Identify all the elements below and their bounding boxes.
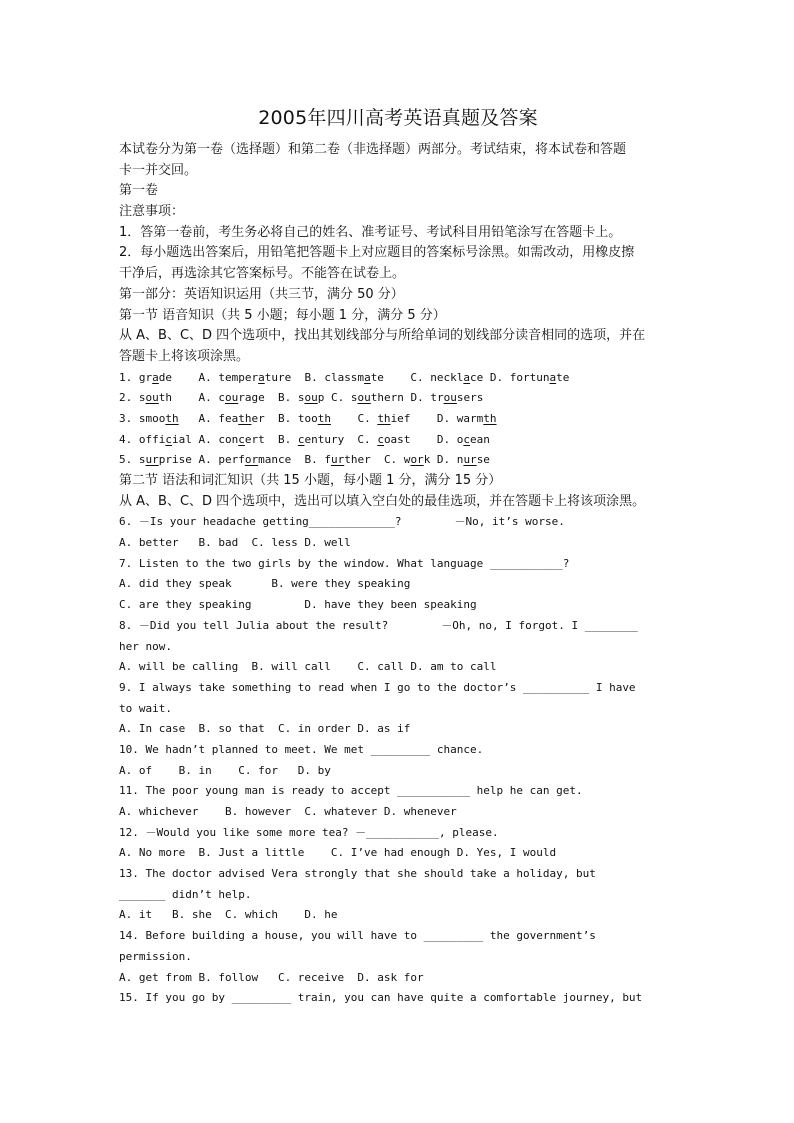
underlined-segment: c <box>463 432 471 446</box>
text-segment: 4. offi <box>119 432 166 446</box>
phonetics-question-line <box>119 409 677 430</box>
notice-item: 2．每小题选出答案后，用铅笔把答题卡上对应题目的答案标号涂黑。如需改动，用橡皮擦 <box>119 245 635 261</box>
text-segment: entury C. <box>304 432 378 446</box>
question-line: 12. －Would you like some more tea? －___________, please. <box>119 825 499 839</box>
question-line: 15. If you go by _________ train, you can have quite a comfortable journey, but <box>119 991 643 1005</box>
underlined-segment: c <box>377 432 384 446</box>
question-line: 14. Before building a house, you will have to _________ the government’s <box>119 929 596 943</box>
underlined-segment: a <box>549 370 557 384</box>
text-segment: C. <box>330 411 378 425</box>
text-segment: ther C. w <box>344 453 411 467</box>
underlined-segment: ou <box>443 391 457 405</box>
text-segment: thern D. tr <box>370 391 444 405</box>
question-line: A. No more B. Just a little C. I’ve had enough D. Yes, I would <box>119 846 557 860</box>
text-segment: te <box>556 370 570 384</box>
underlined-segment: ou <box>145 391 159 405</box>
underlined-segment: c <box>238 432 245 446</box>
phonetics-question-line <box>119 430 677 451</box>
notice-heading: 注意事项： <box>119 204 185 220</box>
underlined-segment: th <box>165 411 179 425</box>
part-heading: 第一部分：英语知识运用（共三节，满分 50 分） <box>119 286 404 302</box>
question-line: A. of B. in C. for D. by <box>119 763 331 777</box>
text-segment: ief D. warm <box>390 411 484 425</box>
phonetics-questions <box>119 368 677 471</box>
text-segment: se <box>476 453 490 467</box>
question-line: A. whichever B. however C. whatever D. whenever <box>119 805 457 818</box>
grammar-questions <box>119 512 677 1009</box>
section-heading: 第二节 语法和词汇知识（共 15 小题，每小题 1 分，满分 15 分） <box>119 473 502 488</box>
question-line: A. it B. she C. which D. he <box>119 908 338 922</box>
text-segment: oast D. o <box>383 432 464 446</box>
underlined-segment: ou <box>224 391 239 405</box>
underlined-segment: ou <box>304 391 318 405</box>
text-segment: 5. s <box>119 453 146 467</box>
text-segment: ture B. classm <box>264 370 365 384</box>
volume-heading: 第一卷 <box>119 183 159 199</box>
text-segment: er B. too <box>251 411 318 425</box>
section-instruction: 从 A、B、C、D 四个选项中，选出可以填入空白处的最佳选项，并在答题卡上将该项涂黑。 <box>119 493 646 509</box>
question-line: 10. We hadn’t planned to meet. We met _________ chance. <box>119 742 484 756</box>
question-line: 6. －Is your headache getting_____________? －No, it’s worse. <box>119 515 565 529</box>
text-segment: ert B. <box>244 432 298 446</box>
text-segment: ial A. con <box>171 432 239 446</box>
text-segment: gr <box>138 370 153 384</box>
underlined-segment: c <box>165 432 172 446</box>
text-segment: ean <box>470 432 490 446</box>
question-line: 13. The doctor advised Vera strongly that she should take a holiday, but <box>119 867 596 881</box>
text-segment: sers <box>456 391 484 405</box>
notice-item: 干净后，再选涂其它答案标号。不能答在试卷上。 <box>119 266 406 282</box>
text-segment: th A. c <box>158 391 225 405</box>
question-line: A. did they speak B. were they speaking <box>119 577 411 591</box>
section-heading: 第一节 语音知识（共 5 小题；每小题 1 分，满分 5 分） <box>119 307 446 323</box>
notice-item: 1．答第一卷前，考生务必将自己的姓名、准考证号、考试科目用铅笔涂写在答题卡上。 <box>119 224 622 240</box>
underlined-segment: ur <box>330 453 345 467</box>
text-segment: de A. temper <box>158 370 259 384</box>
page-title: 2005年四川高考英语真题及答案 <box>258 107 538 129</box>
document-body <box>119 140 677 1009</box>
section-instruction: 从 A、B、C、D 四个选项中，找出其划线部分与所给单词的划线部分读音相同的选项，并在 <box>119 328 646 344</box>
text-segment: 2. s <box>119 391 146 405</box>
text-segment: rage B. s <box>238 391 305 405</box>
question-line: A. In case B. so that C. in order D. as if <box>119 722 411 736</box>
phonetics-question-line <box>119 450 677 471</box>
underlined-segment: ur <box>463 453 477 467</box>
text-segment: p C. s <box>317 391 358 405</box>
question-line: _______ didn’t help. <box>119 887 252 901</box>
text-segment: 1. <box>119 370 139 384</box>
underlined-segment: or <box>244 453 259 467</box>
intro-line: 卡一并交回。 <box>119 162 198 178</box>
underlined-segment: a <box>152 370 159 384</box>
question-line: 9. I always take something to read when I go to the doctor’s __________ I have <box>119 680 636 694</box>
underlined-segment: th <box>483 411 497 425</box>
question-line: 7. Listen to the two girls by the window. What language ___________? <box>119 556 570 570</box>
text-segment: prise A. perf <box>158 453 245 467</box>
underlined-segment: th <box>317 411 331 425</box>
question-line: A. better B. bad C. less D. well <box>119 536 351 550</box>
underlined-segment: c <box>297 432 305 446</box>
question-line: A. get from B. follow C. receive D. ask for <box>119 970 424 984</box>
question-line: to wait. <box>119 701 172 715</box>
intro-line: 本试卷分为第一卷（选择题）和第二卷（非选择题）两部分。考试结束，将本试卷和答题 <box>119 142 627 157</box>
question-line: her now. <box>119 639 172 653</box>
question-line: A. will be calling B. will call C. call D. am to call <box>119 660 497 674</box>
text-segment: mance B. f <box>258 453 331 467</box>
question-line: permission. <box>119 949 192 963</box>
text-segment: k D. n <box>423 453 464 467</box>
question-line: C. are they speaking D. have they been speaking <box>119 598 477 612</box>
underlined-segment: ou <box>357 391 371 405</box>
underlined-segment: a <box>258 370 265 384</box>
underlined-segment: or <box>410 453 424 467</box>
phonetics-question-line <box>119 368 677 389</box>
question-line: 8. －Did you tell Julia about the result? －Oh, no, I forgot. I ________ <box>119 618 638 632</box>
text-segment: A. fea <box>178 411 239 425</box>
text-segment: ce D. fortun <box>470 370 550 384</box>
phonetics-question-line <box>119 388 677 409</box>
text-segment: te C. neckl <box>370 370 464 384</box>
underlined-segment: a <box>463 370 471 384</box>
underlined-segment: a <box>364 370 371 384</box>
underlined-segment: ur <box>145 453 159 467</box>
text-segment: 3. smoo <box>119 411 166 425</box>
underlined-segment: th <box>377 411 391 425</box>
underlined-segment: th <box>238 411 252 425</box>
question-line: 11. The poor young man is ready to accept ___________ help he can get. <box>119 784 583 798</box>
section-instruction: 答题卡上将该项涂黑。 <box>119 348 250 364</box>
